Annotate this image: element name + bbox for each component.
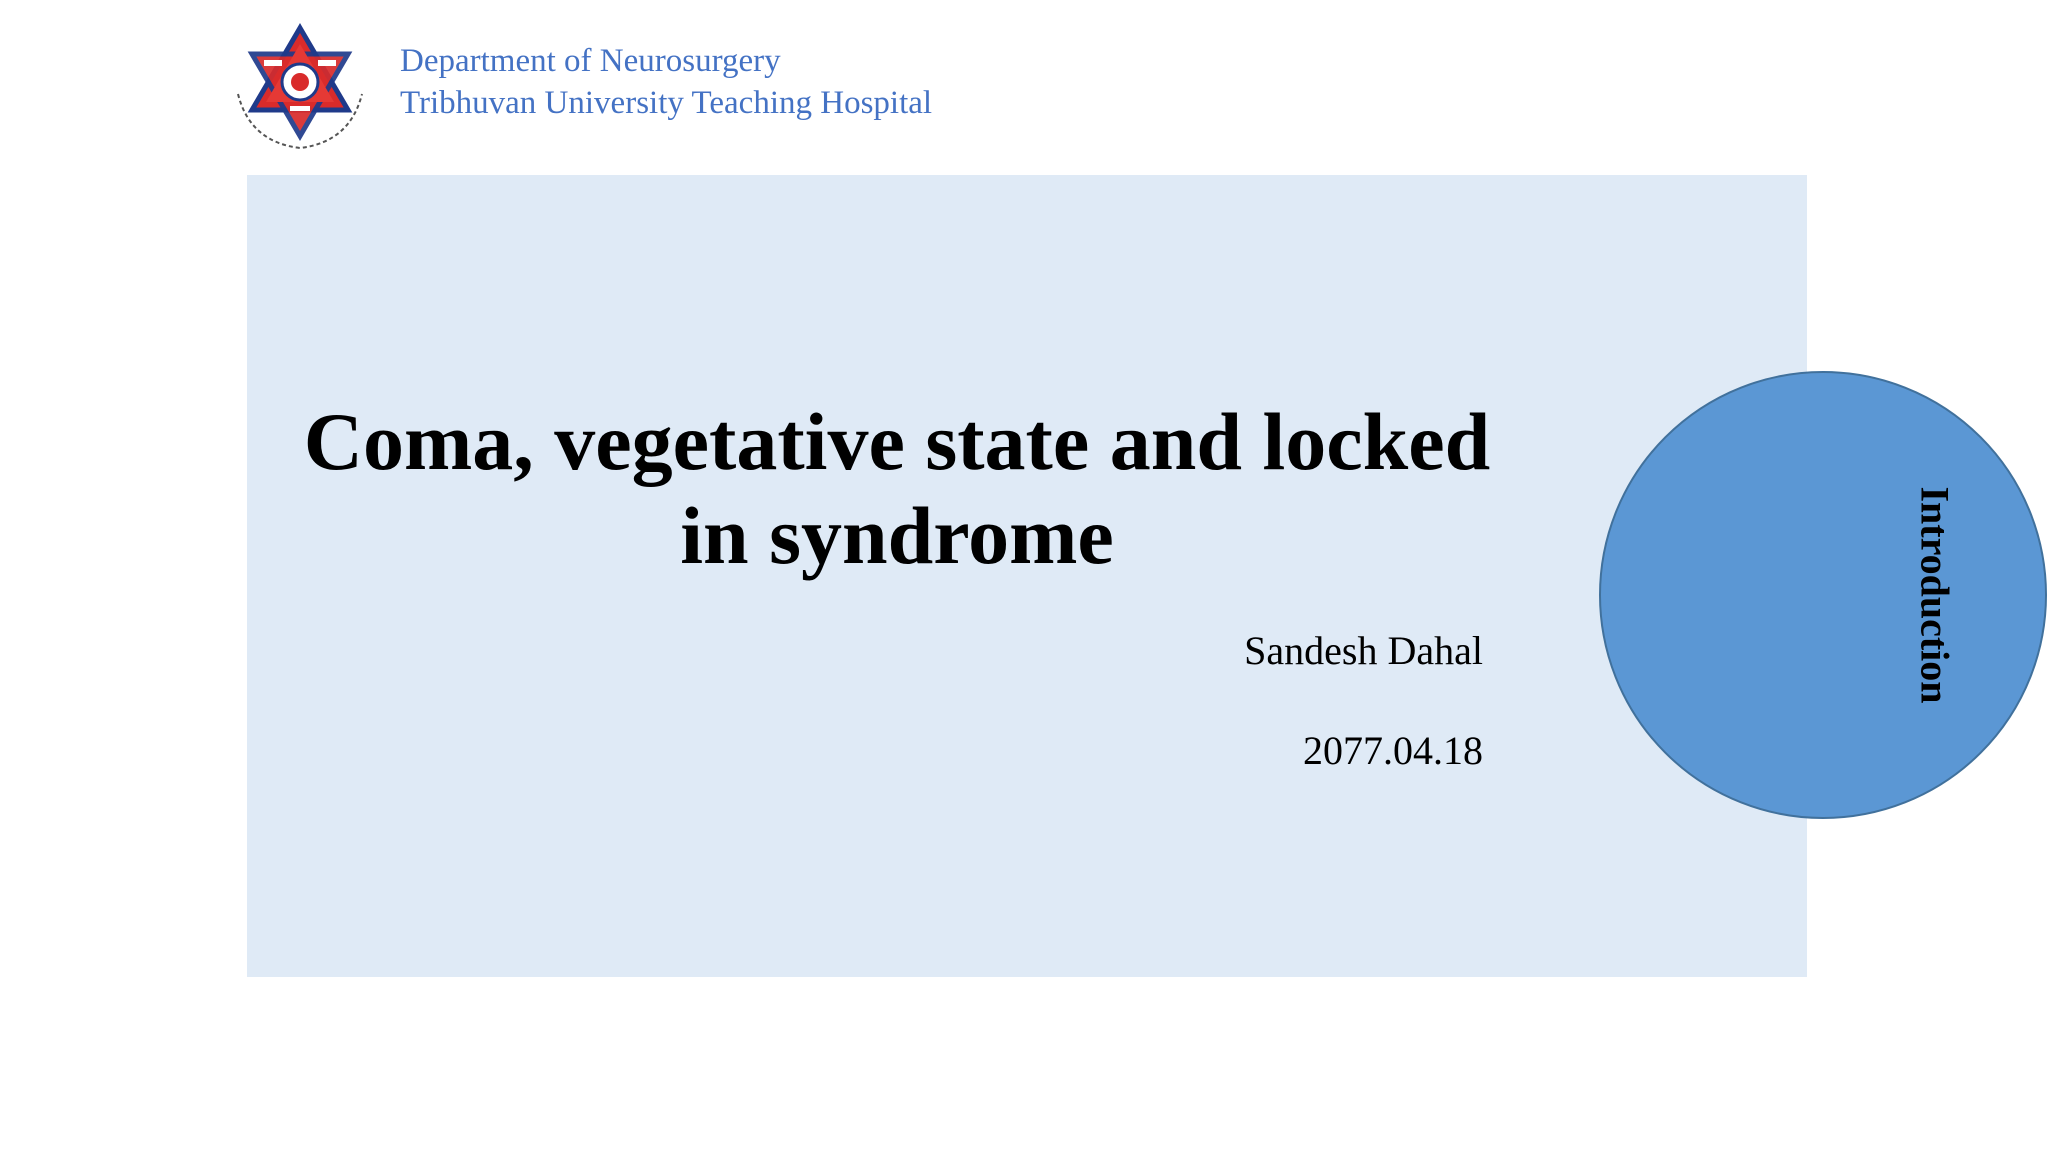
institute-of-medicine-logo-icon — [230, 24, 370, 154]
department-name: Department of Neurosurgery — [400, 43, 781, 79]
title-panel — [247, 175, 1958, 977]
presentation-date: 2077.04.18 — [1303, 728, 1483, 773]
presenter-name: Sandesh Dahal — [1244, 628, 1483, 673]
header-text — [400, 40, 932, 124]
introduction-tab-label[interactable]: Introduction — [1912, 486, 1958, 704]
slide-title-line-2: in syndrome — [680, 490, 1114, 581]
slide-title — [277, 395, 1517, 583]
introduction-tab[interactable] — [1599, 371, 2047, 819]
hospital-name: Tribhuvan University Teaching Hospital — [400, 85, 933, 121]
slide-title-line-1: Coma, vegetative state and locked — [303, 396, 1491, 487]
